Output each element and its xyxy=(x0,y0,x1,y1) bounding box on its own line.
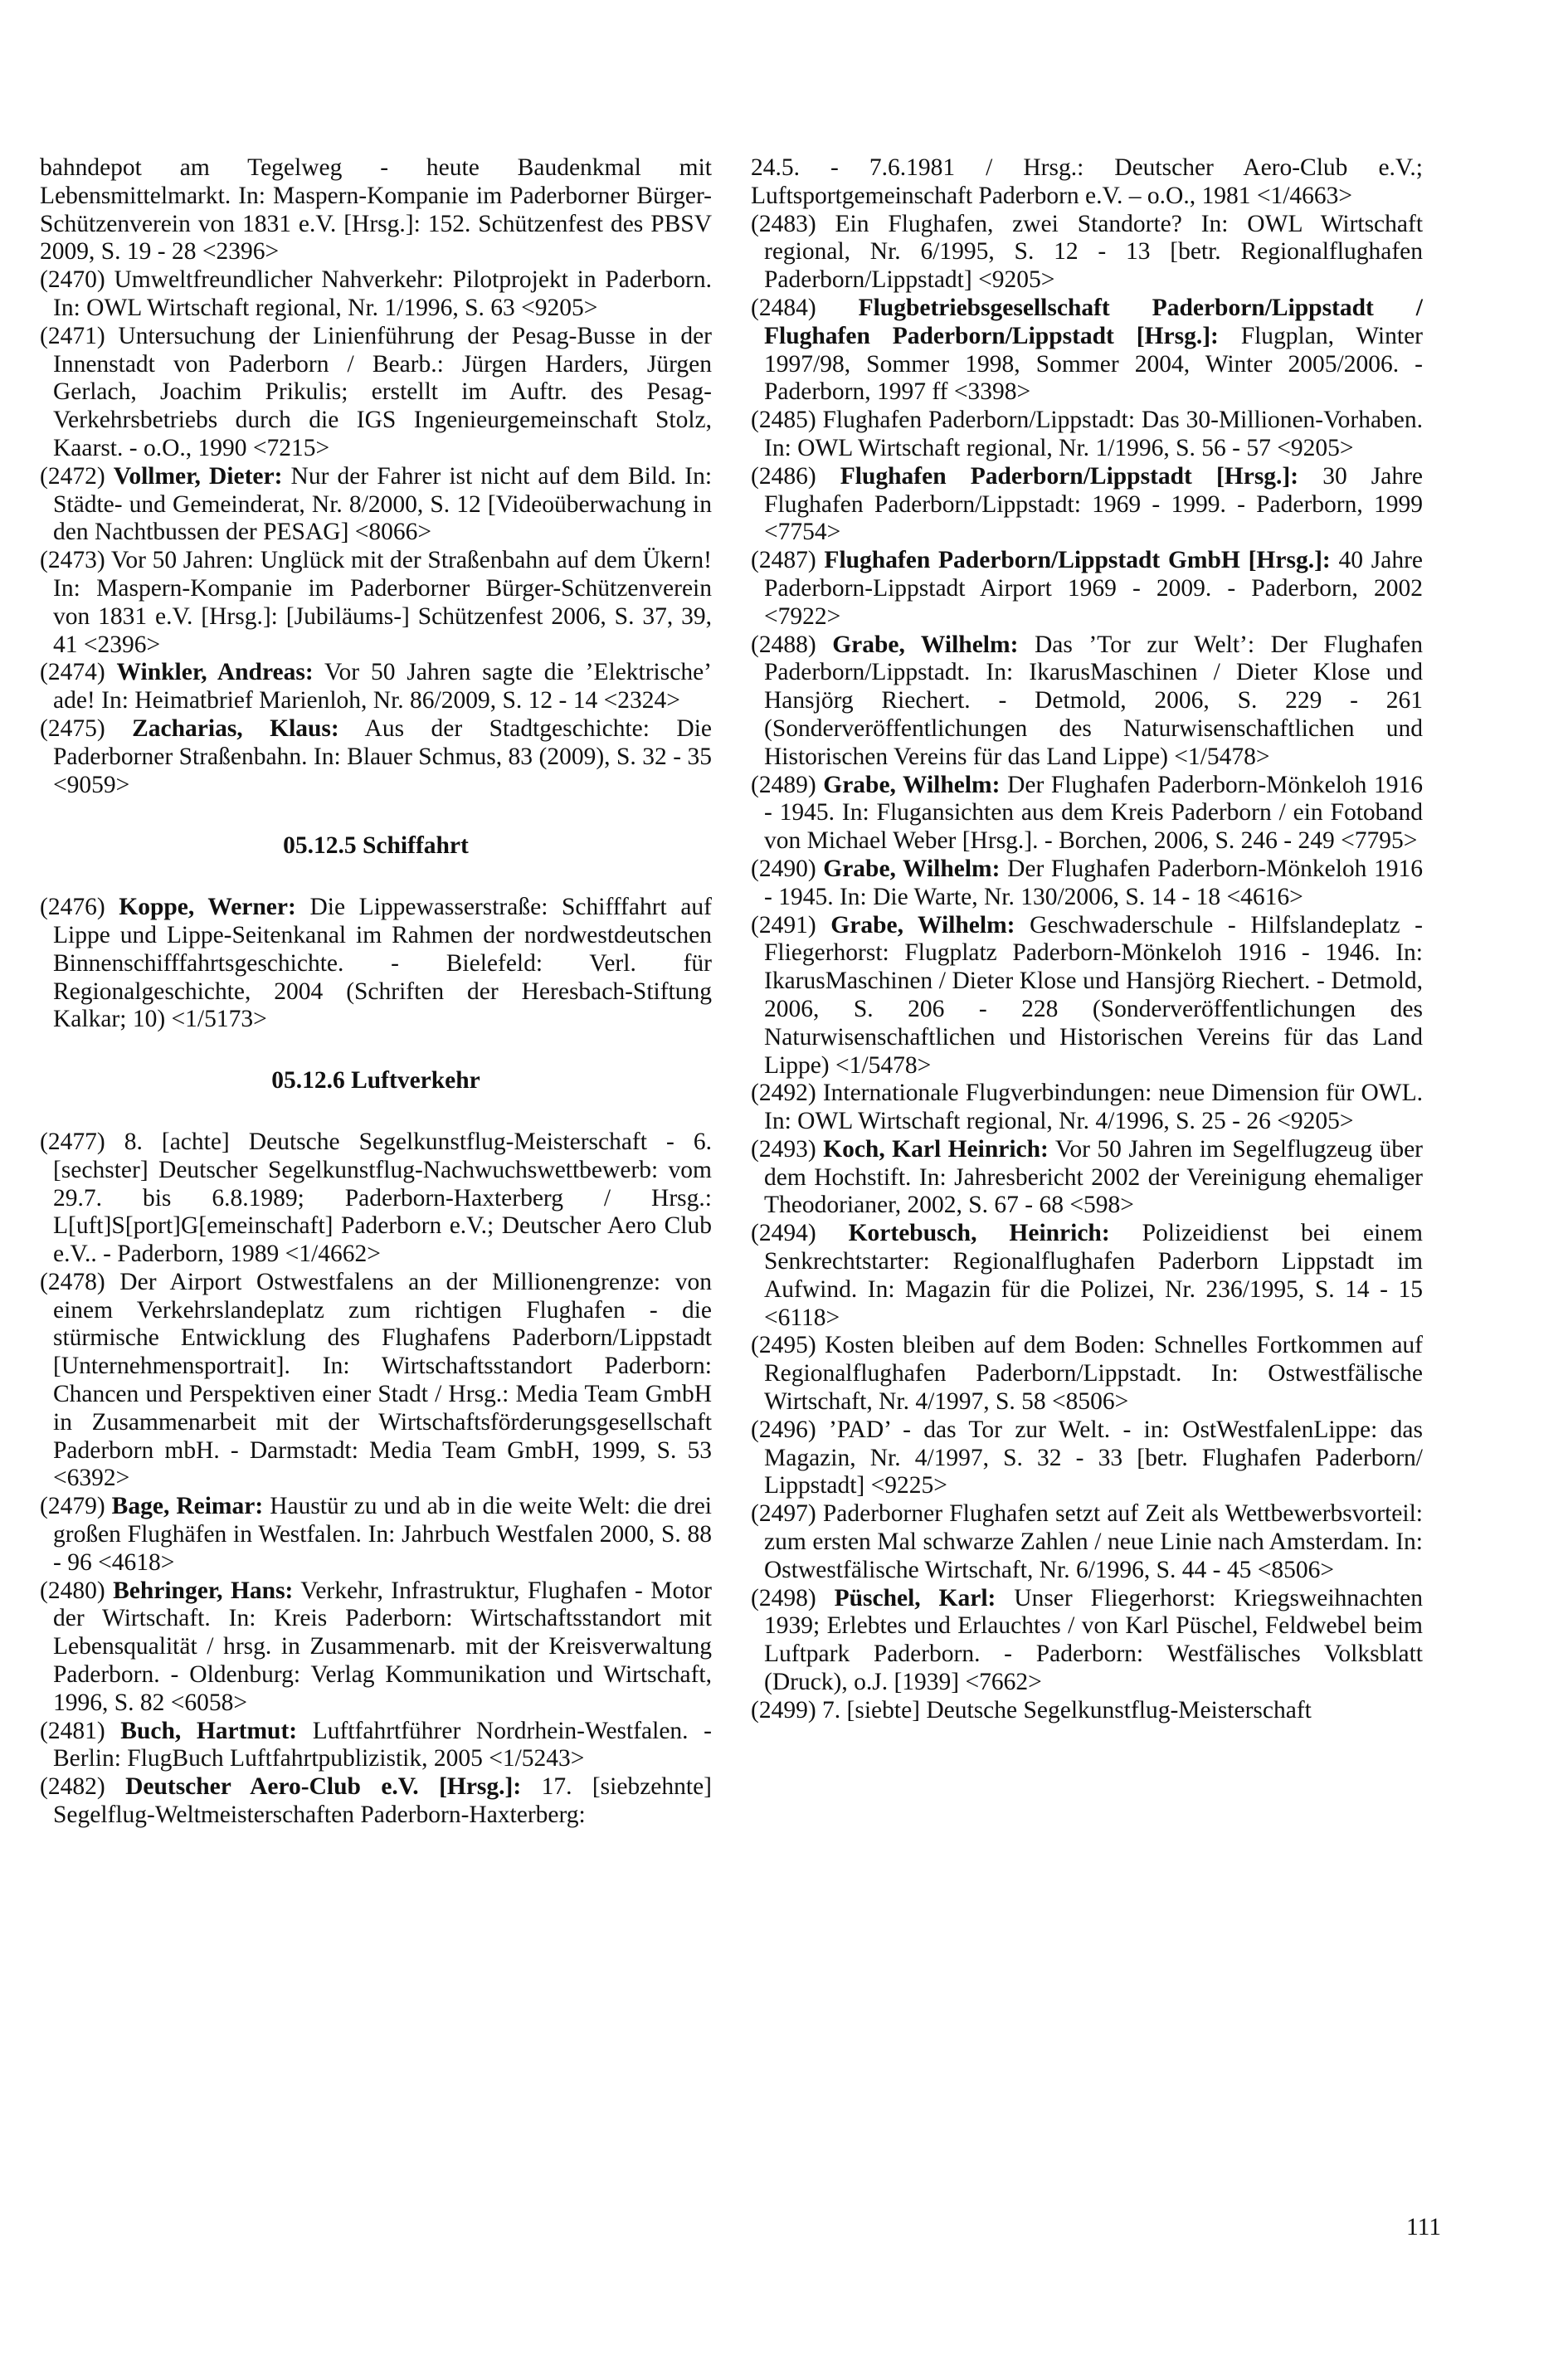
bibliography-entry: (2496) ’PAD’ - das Tor zur Welt. - in: OstWestfalenLippe: das Magazin, Nr. 4/1997, S. 32 - 33 [betr. Flughafen Paderborn/ Lippstadt] <9225> xyxy=(751,1416,1424,1499)
entry-author: Grabe, Wilhelm: xyxy=(823,771,1001,798)
entry-author: Bage, Reimar: xyxy=(111,1493,264,1520)
bibliography-entry: (2498) Püschel, Karl: Unser Fliegerhorst: Kriegsweihnachten 1939; Erlebtes und Erlauchtes / von Karl Püschel, Feldwebel beim Luftpark Paderborn. - Paderborn: Westfälisches Volksblatt (Druck), o.J. [1939] <7662> xyxy=(751,1584,1423,1696)
entry-author: Behringer, Hans: xyxy=(113,1577,294,1604)
bibliography-entry: 24.5. - 7.6.1981 / Hrsg.: Deutscher Aero-Club e.V.; Luftsportgemeinschaft Paderborn e.V. – o.O., 1981 <1/4663> xyxy=(751,154,1423,209)
entry-author: Flugbetriebsgesellschaft Paderborn/Lippstadt / Flughafen Paderborn/Lippstadt [Hrsg.]: xyxy=(764,294,1423,349)
entry-author: Flughafen Paderborn/Lippstadt [Hrsg.]: xyxy=(840,462,1299,490)
bibliography-entry: (2492) Internationale Flugverbindungen: neue Dimension für OWL. In: OWL Wirtschaft regional, Nr. 4/1996, S. 25 - 26 <9205> xyxy=(751,1080,1423,1135)
bibliography-entry: (2497) Paderborner Flughafen setzt auf Zeit als Wettbewerbsvorteil: zum ersten Mal schwarze Zahlen / neue Linie nach Amsterdam. In: Ostwestfälische Wirtschaft, Nr. 6/1996, S. 44 - 45 <8506> xyxy=(751,1500,1423,1583)
bibliography-entry: (2493) Koch, Karl Heinrich: Vor 50 Jahren im Segelflugzeug über dem Hochstift. In: Jahresbericht 2002 der Vereinigung ehemaliger Theodorianer, 2002, S. 67 - 68 <598> xyxy=(751,1135,1424,1219)
bibliography-entry: (2476) Koppe, Werner: Die Lippewasserstraße: Schifffahrt auf Lippe und Lippe-Seitenkanal im Rahmen der nordwestdeutschen Binnenschifffahrtsgeschichte. - Bielefeld: Verl. für Regionalgeschichte, 2004 (Schriften der Heresbach-Stiftung Kalkar; 10) <1/5173> xyxy=(40,894,713,1033)
bibliography-entry: (2475) Zacharias, Klaus: Aus der Stadtgeschichte: Die Paderborner Straßenbahn. In: Blauer Schmus, 83 (2009), S. 32 - 35 <9059> xyxy=(40,714,712,798)
page-number: 111 xyxy=(1406,2214,1442,2240)
section-heading-schiffahrt: 05.12.5 Schiffahrt xyxy=(283,832,469,860)
bibliography-entry: (2491) Grabe, Wilhelm: Geschwaderschule - Hilfslandeplatz - Fliegerhorst: Flugplatz Paderborn-Mönkeloh 1916 - 1946. In: IkarusMaschinen / Dieter Klose und Hansjörg Riechert. - Detmold, 2006, S. 206 - 228 (Sonderveröffentlichungen des Naturwisenschaftlichen und Historischen Vereins für das Land Lippe) <1/5478> xyxy=(751,911,1424,1079)
bibliography-entry: (2488) Grabe, Wilhelm: Das ’Tor zur Welt’: Der Flughafen Paderborn/Lippstadt. In: IkarusMaschinen / Dieter Klose und Hansjörg Riechert. - Detmold, 2006, S. 229 - 261 (Sonderveröffentlichungen des Naturwisenschaftlichen und Historischen Vereins für das Land Lippe) <1/5478> xyxy=(751,631,1424,770)
entry-author: Deutscher Aero-Club e.V. [Hrsg.]: xyxy=(125,1773,522,1801)
entry-author: Flughafen Paderborn/Lippstadt GmbH [Hrsg.]: xyxy=(824,547,1331,574)
bibliography-entry: (2482) Deutscher Aero-Club e.V. [Hrsg.]: 17. [siebzehnte] Segelflug-Weltmeisterschaften Paderborn-Haxterberg: xyxy=(40,1773,713,1829)
bibliography-entry: (2486) Flughafen Paderborn/Lippstadt [Hrsg.]: 30 Jahre Flughafen Paderborn/Lippstadt: 1969 - 1999. - Paderborn, 1999 <7754> xyxy=(751,462,1424,546)
bibliography-entry: (2480) Behringer, Hans: Verkehr, Infrastruktur, Flughafen - Motor der Wirtschaft. In: Kreis Paderborn: Wirtschaftsstandort mit Lebensqualität / hrsg. in Zusammenarb. mit der Kreisverwaltung Paderborn. - Oldenburg: Verlag Kommunikation und Wirtschaft, 1996, S. 82 <6058> xyxy=(40,1577,712,1716)
entry-author: Vollmer, Dieter: xyxy=(113,462,283,490)
entry-author: Grabe, Wilhelm: xyxy=(830,911,1015,939)
bibliography-entry: (2499) 7. [siebte] Deutsche Segelkunstflug-Meisterschaft xyxy=(751,1696,1312,1724)
bibliography-entry: (2489) Grabe, Wilhelm: Der Flughafen Paderborn-Mönkeloh 1916 - 1945. In: Flugansichten aus dem Kreis Paderborn / ein Fotoband von Michael Weber [Hrsg.]. - Borchen, 2006, S. 246 - 249 <7795> xyxy=(751,771,1424,855)
entry-author: Grabe, Wilhelm: xyxy=(823,855,1001,882)
bibliography-entry: (2481) Buch, Hartmut: Luftfahrtführer Nordrhein-Westfalen. - Berlin: FlugBuch Luftfahrtpublizistik, 2005 <1/5243> xyxy=(40,1717,712,1772)
bibliography-entry: (2484) Flugbetriebsgesellschaft Paderborn/Lippstadt / Flughafen Paderborn/Lippstadt [Hrsg.]: Flugplan, Winter 1997/98, Sommer 1998, Sommer 2004, Winter 2005/2006. - Paderborn, 1997 ff <3398> xyxy=(751,294,1423,406)
bibliography-entry: (2473) Vor 50 Jahren: Unglück mit der Straßenbahn auf dem Ükern! In: Maspern-Kompanie im Paderborner Bürger-Schützenverein von 1831 e.V. [Hrsg.]: [Jubiläums-] Schützenfest 2006, S. 37, 39, 41 <2396> xyxy=(40,547,712,658)
bibliography-entry: (2490) Grabe, Wilhelm: Der Flughafen Paderborn-Mönkeloh 1916 - 1945. In: Die Warte, Nr. 130/2006, S. 14 - 18 <4616> xyxy=(751,855,1424,910)
bibliography-entry: (2479) Bage, Reimar: Haustür zu und ab in die weite Welt: die drei großen Flughäfen in Westfalen. In: Jahrbuch Westfalen 2000, S. 88 - 96 <4618> xyxy=(40,1493,713,1576)
entry-author: Koppe, Werner: xyxy=(119,894,296,921)
entry-author: Grabe, Wilhelm: xyxy=(832,631,1019,658)
bibliography-entry: (2477) 8. [achte] Deutsche Segelkunstflug-Meisterschaft - 6. [sechster] Deutscher Segelkunstflug-Nachwuchswettbewerb: vom 29.7. bis 6.8.1989; Paderborn-Haxterberg / Hrsg.: L[uft]S[port]G[emeinschaft] Paderborn e.V.; Deutscher Aero Club e.V.. - Paderborn, 1989 <1/4662> xyxy=(40,1128,712,1268)
bibliography-entry: (2470) Umweltfreundlicher Nahverkehr: Pilotprojekt in Paderborn. In: OWL Wirtschaft regional, Nr. 1/1996, S. 63 <9205> xyxy=(40,266,713,321)
bibliography-entry: (2485) Flughafen Paderborn/Lippstadt: Das 30-Millionen-Vorhaben. In: OWL Wirtschaft regional, Nr. 1/1996, S. 56 - 57 <9205> xyxy=(751,407,1424,461)
right-column xyxy=(751,154,1423,1725)
bibliography-entry: (2471) Untersuchung der Linienführung der Pesag-Busse in der Innenstadt von Paderborn / Bearb.: Jürgen Harders, Jürgen Gerlach, Joachim Prikulis; erstellt im Auftr. des Pesag-Verkehrsbetriebs durch die IGS Ingenieurgemeinschaft Stolz, Kaarst. - o.O., 1990 <7215> xyxy=(40,322,712,461)
entry-author: Püschel, Karl: xyxy=(834,1584,996,1611)
entry-author: Zacharias, Klaus: xyxy=(132,714,339,742)
bibliography-entry: (2487) Flughafen Paderborn/Lippstadt GmbH [Hrsg.]: 40 Jahre Paderborn-Lippstadt Airport 1969 - 2009. - Paderborn, 2002 <7922> xyxy=(751,547,1424,630)
bibliography-entry: bahndepot am Tegelweg - heute Baudenkmal mit Lebensmittelmarkt. In: Maspern-Kompanie im Paderborner Bürger-Schützenverein von 1831 e.V. [Hrsg.]: 152. Schützenfest des PBSV 2009, S. 19 - 28 <2396> xyxy=(40,154,712,266)
bibliography-entry: (2495) Kosten bleiben auf dem Boden: Schnelles Fortkommen auf Regionalflughafen Paderborn/Lippstadt. In: Ostwestfälische Wirtschaft, Nr. 4/1997, S. 58 <8506> xyxy=(751,1332,1423,1416)
section-heading-luftverkehr: 05.12.6 Luftverkehr xyxy=(271,1067,480,1095)
entry-author: Kortebusch, Heinrich: xyxy=(848,1220,1110,1247)
left-column xyxy=(40,154,712,1830)
entry-author: Buch, Hartmut: xyxy=(120,1717,298,1744)
bibliography-entry: (2474) Winkler, Andreas: Vor 50 Jahren sagte die ’Elektrische’ ade! In: Heimatbrief Marienloh, Nr. 86/2009, S. 12 - 14 <2324> xyxy=(40,659,712,714)
bibliography-entry: (2478) Der Airport Ostwestfalens an der Millionengrenze: von einem Verkehrslandeplatz zum richtigen Flughafen - die stürmische Entwicklung des Flughafens Paderborn/Lippstadt [Unternehmensportrait]. In: Wirtschaftsstandort Paderborn: Chancen und Perspektiven einer Stadt / Hrsg.: Media Team GmbH in Zusammenarbeit mit der Wirtschaftsförderungsgesellschaft Paderborn mbH. - Darmstadt: Media Team GmbH, 1999, S. 53 <6392> xyxy=(40,1268,712,1492)
bibliography-entry: (2472) Vollmer, Dieter: Nur der Fahrer ist nicht auf dem Bild. In: Städte- und Gemeinderat, Nr. 8/2000, S. 12 [Videoüberwachung in den Nachtbussen der PESAG] <8066> xyxy=(40,462,713,546)
entry-author: Koch, Karl Heinrich: xyxy=(823,1135,1049,1163)
entry-author: Winkler, Andreas: xyxy=(116,659,314,686)
bibliography-entry: (2483) Ein Flughafen, zwei Standorte? In: OWL Wirtschaft regional, Nr. 6/1995, S. 12 - 13 [betr. Regionalflughafen Paderborn/Lippstadt] <9205> xyxy=(751,210,1424,294)
bibliography-entry: (2494) Kortebusch, Heinrich: Polizeidienst bei einem Senkrechtstarter: Regionalflughafen Paderborn Lippstadt im Aufwind. In: Magazin für die Polizei, Nr. 236/1995, S. 14 - 15 <6118> xyxy=(751,1220,1423,1331)
